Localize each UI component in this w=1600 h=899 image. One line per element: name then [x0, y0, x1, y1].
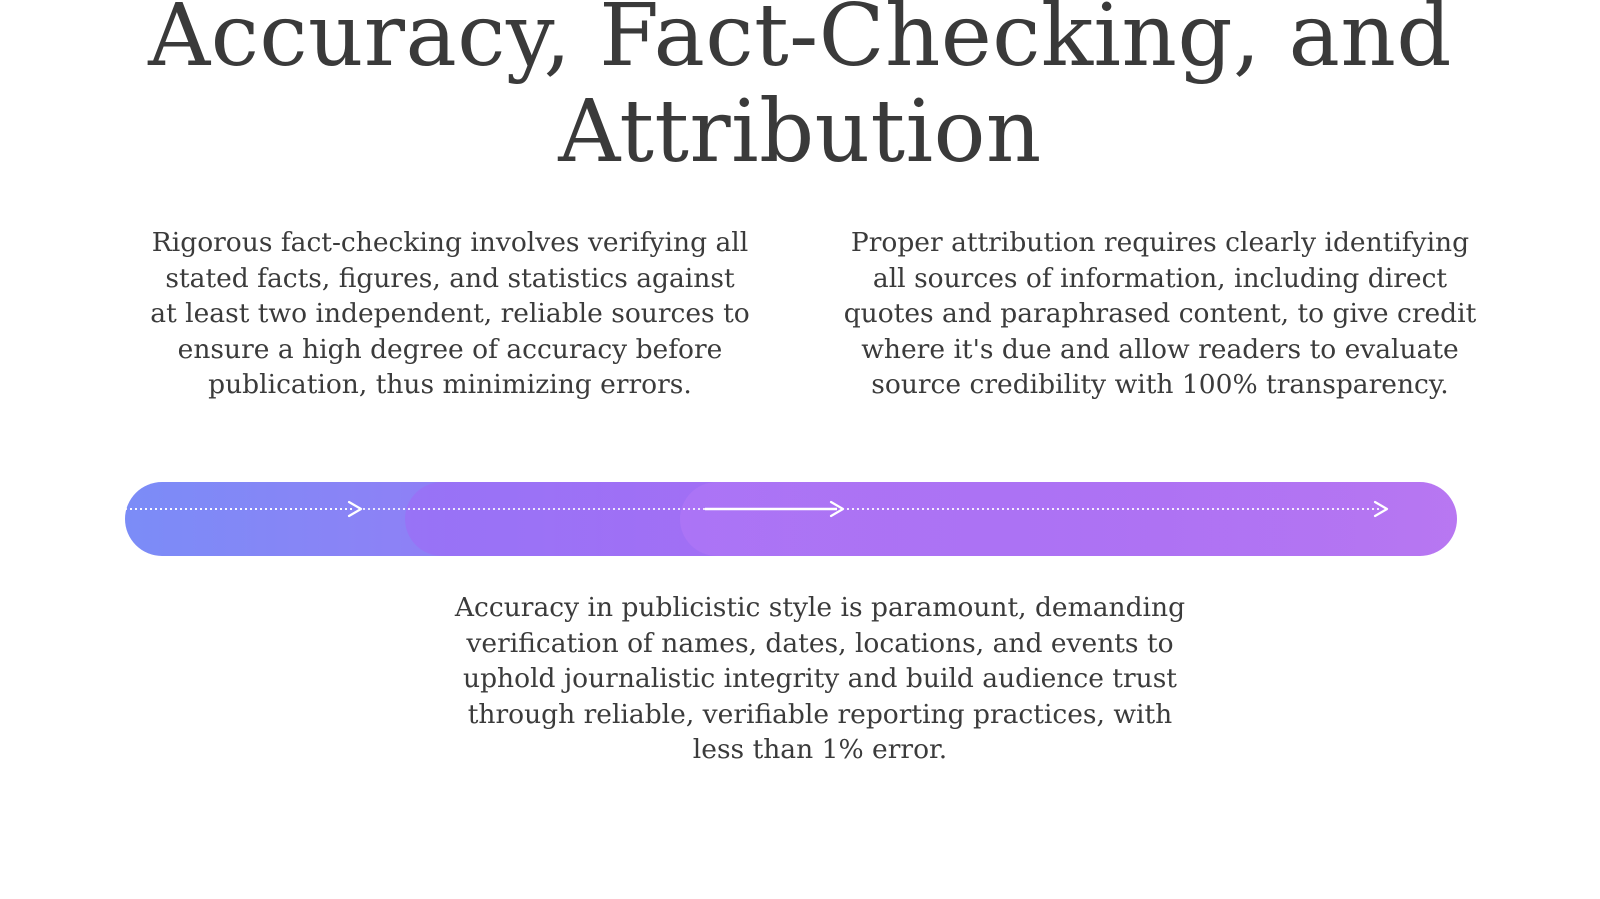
fact-checking-paragraph: Rigorous fact-checking involves verifying all stated facts, figures, and statistics against at least two independent, reliable sources to ensure a high degree of accuracy before publication, thus minimizing errors.	[150, 227, 750, 400]
accuracy-paragraph: Accuracy in publicistic style is paramount, demanding verification of names, dates, locations, and events to uphold journalistic integrity and build audience trust through reliable, verifiable reporting practices, with less than 1% error.	[454, 592, 1186, 765]
attribution-paragraph: Proper attribution requires clearly identifying all sources of information, including direct quotes and paraphrased content, to give credit where it's due and allow readers to evaluate source credibility with 100% transparency.	[843, 227, 1477, 400]
timeline-lines	[125, 482, 1457, 556]
timeline-bar	[125, 482, 1457, 556]
slide-title: Accuracy, Fact-Checking, and Attribution	[148, 0, 1452, 182]
